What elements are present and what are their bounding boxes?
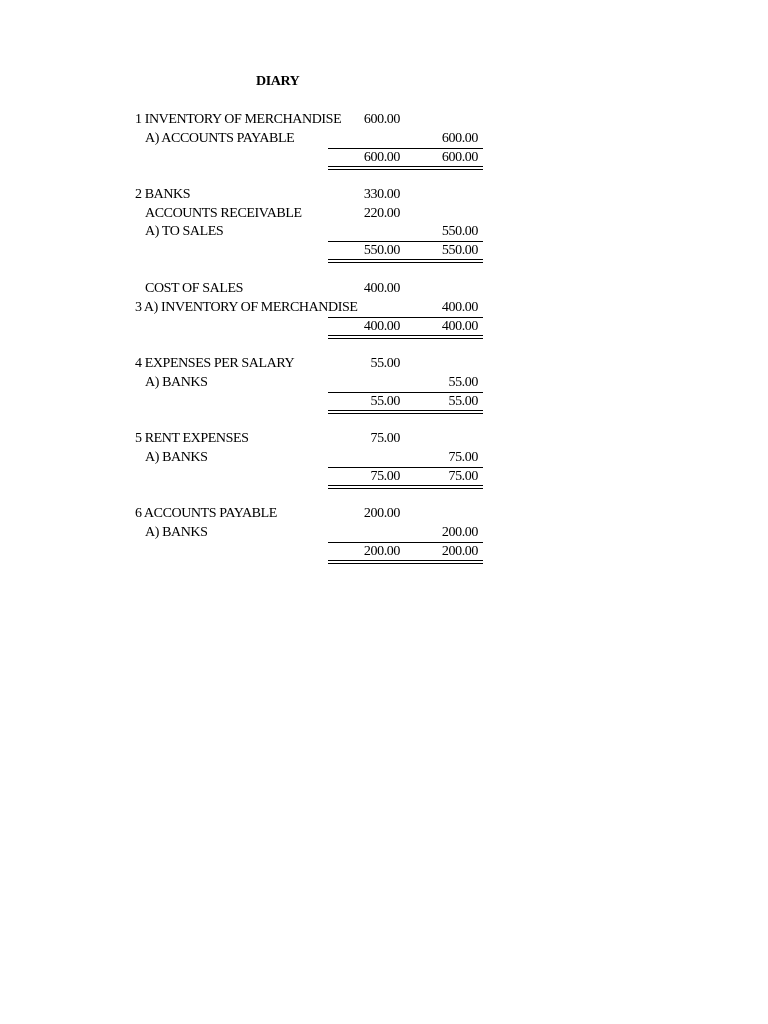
entry-4-line-2-credit: 55.00 [448,375,478,390]
entry-3-total-debit: 400.00 [363,319,400,334]
entry-1-line-1-description: 1 INVENTORY OF MERCHANDISE [135,112,342,127]
entry-5-double-rule [328,485,483,489]
entry-3-total-credit: 400.00 [441,319,478,334]
entry-2-line-1-debit: 330.00 [363,187,400,202]
entry-4-line-2-description: A) BANKS [145,375,208,390]
entry-2-total-debit: 550.00 [363,243,400,258]
entry-6-double-rule [328,560,483,564]
entry-2-line-3-credit: 550.00 [441,224,478,239]
entry-1-line-1-debit: 600.00 [363,112,400,127]
entry-6-line-1-description: 6 ACCOUNTS PAYABLE [135,506,277,521]
entry-4-double-rule [328,410,483,414]
entry-1-total-credit: 600.00 [441,150,478,165]
entry-2-line-1-description: 2 BANKS [135,187,191,202]
entry-4-line-1-debit: 55.00 [370,356,400,371]
entry-5-line-1-description: 5 RENT EXPENSES [135,431,249,446]
entry-6-line-2-credit: 200.00 [441,525,478,540]
entry-1-double-rule [328,166,483,170]
entry-5-total-credit: 75.00 [448,469,478,484]
entry-6-line-2-description: A) BANKS [145,525,208,540]
entry-5-total-debit: 75.00 [370,469,400,484]
entry-3-line-1-debit: 400.00 [363,281,400,296]
entry-3-line-2-credit: 400.00 [441,300,478,315]
entry-2-line-2-description: ACCOUNTS RECEIVABLE [145,206,302,221]
entry-1-line-2-credit: 600.00 [441,131,478,146]
entry-2-double-rule [328,259,483,263]
entry-1-total-debit: 600.00 [363,150,400,165]
entry-5-line-2-description: A) BANKS [145,450,208,465]
entry-3-line-1-description: COST OF SALES [145,281,244,296]
entry-5-line-2-credit: 75.00 [448,450,478,465]
entry-3-line-2-description: 3 A) INVENTORY OF MERCHANDISE [135,300,358,315]
entry-2-line-2-debit: 220.00 [363,206,400,221]
entry-3-double-rule [328,335,483,339]
entry-6-total-debit: 200.00 [363,544,400,559]
entry-6-total-credit: 200.00 [441,544,478,559]
entry-6-line-1-debit: 200.00 [363,506,400,521]
entry-2-line-3-description: A) TO SALES [145,224,224,239]
page-title: DIARY [256,74,300,89]
entry-1-line-2-description: A) ACCOUNTS PAYABLE [145,131,295,146]
entry-5-line-1-debit: 75.00 [370,431,400,446]
entry-4-line-1-description: 4 EXPENSES PER SALARY [135,356,295,371]
entry-2-total-credit: 550.00 [441,243,478,258]
entry-4-total-credit: 55.00 [448,394,478,409]
entry-4-total-debit: 55.00 [370,394,400,409]
